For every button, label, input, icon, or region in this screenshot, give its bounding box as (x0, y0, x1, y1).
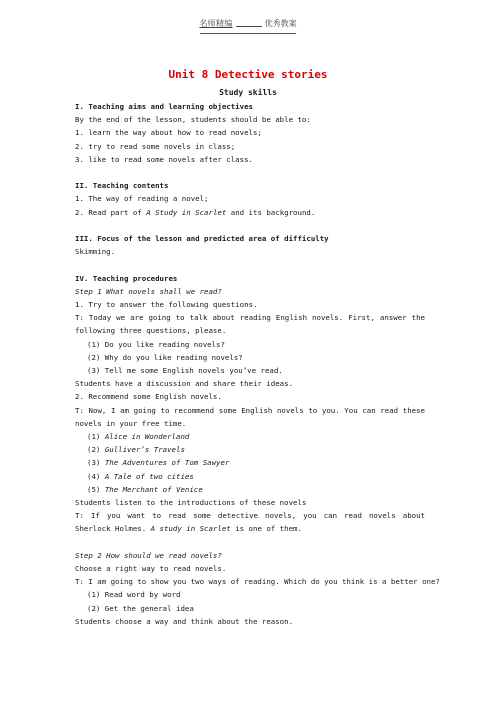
step-1-paragraph-1: 1. Try to answer the following questions. (75, 300, 258, 309)
step-1-paragraph-6: Students listen to the introductions of these novels (75, 498, 307, 508)
header-right-text: 优秀教案 (264, 19, 297, 28)
document-title: Unit 8 Detective stories (168, 68, 328, 81)
aims-item-3: 3. like to read some novels after class. (75, 154, 253, 164)
novel-item: (1) Alice in Wonderland (87, 432, 190, 442)
contents-item-1: 1. The way of reading a novel; (75, 194, 209, 204)
step-2-paragraph-3: Students choose a way and think about the reason. (75, 616, 294, 626)
step-1-paragraph-4: 2. Recommend some English novels. (75, 392, 222, 402)
section-heading-aims: I. Teaching aims and learning objectives (75, 102, 253, 111)
book-title: A Study in Scarlet (146, 207, 227, 217)
focus-text: Skimming. (75, 247, 116, 257)
novel-item: (3) The Adventures of Tom Sawyer (87, 458, 230, 468)
novel-item: (5) The Merchant of Venice (87, 484, 203, 494)
header-rule (200, 33, 296, 34)
section-heading-focus: III. Focus of the lesson and predicted area of difficulty (75, 234, 329, 243)
page-header (0, 18, 496, 29)
contents-item-2: 2. Read part of A Study in Scarlet and its background. (75, 207, 316, 217)
step-1-title: Step 1 What novels shall we read? (75, 286, 222, 296)
way-item-2: (2) Get the general idea (87, 603, 194, 613)
question-2: (2) Why do you like reading novels? (87, 352, 243, 362)
way-item-1: (1) Read word by word (87, 590, 181, 600)
question-1: (1) Do you like reading novels? (87, 339, 225, 349)
book-title: A study in Scarlet (150, 524, 231, 534)
aims-item-1: 1. learn the way about how to read novels; (75, 128, 262, 138)
document-body (75, 100, 440, 628)
section-heading-procedures: IV. Teaching procedures (75, 273, 178, 283)
step-1-paragraph-2: T: Today we are going to talk about reading English novels. First, answer the following three questions, please. (75, 313, 425, 336)
step-2-title: Step 2 How should we read novels? (75, 550, 222, 560)
question-3: (3) Tell me some English novels you’ve read. (87, 366, 283, 376)
header-left-text: 名师精编 (199, 19, 233, 28)
document-subtitle: Study skills (219, 88, 277, 97)
step-1-paragraph-3: Students have a discussion and share their ideas. (75, 379, 294, 389)
step-2-paragraph-2: T: I am going to show you two ways of reading. Which do you think is a better one? (75, 577, 440, 587)
step-2-paragraph-1: Choose a right way to read novels. (75, 564, 227, 574)
aims-intro: By the end of the lesson, students should be able to: (75, 115, 311, 125)
novel-item: (2) Gulliver’s Travels (87, 445, 185, 455)
step-1-paragraph-5: T: Now, I am going to recommend some English novels to you. You can read these novels in your free time. (75, 405, 425, 428)
header-separator (236, 26, 262, 27)
step-1-paragraph-7: T: If you want to read some detective novels, you can read novels about Sherlock Holmes. A study in Scarlet is one of them. (75, 511, 425, 534)
novel-item: (4) A Tale of two cities (87, 471, 194, 481)
aims-item-2: 2. try to read some novels in class; (75, 141, 236, 151)
section-heading-contents: II. Teaching contents (75, 181, 169, 191)
